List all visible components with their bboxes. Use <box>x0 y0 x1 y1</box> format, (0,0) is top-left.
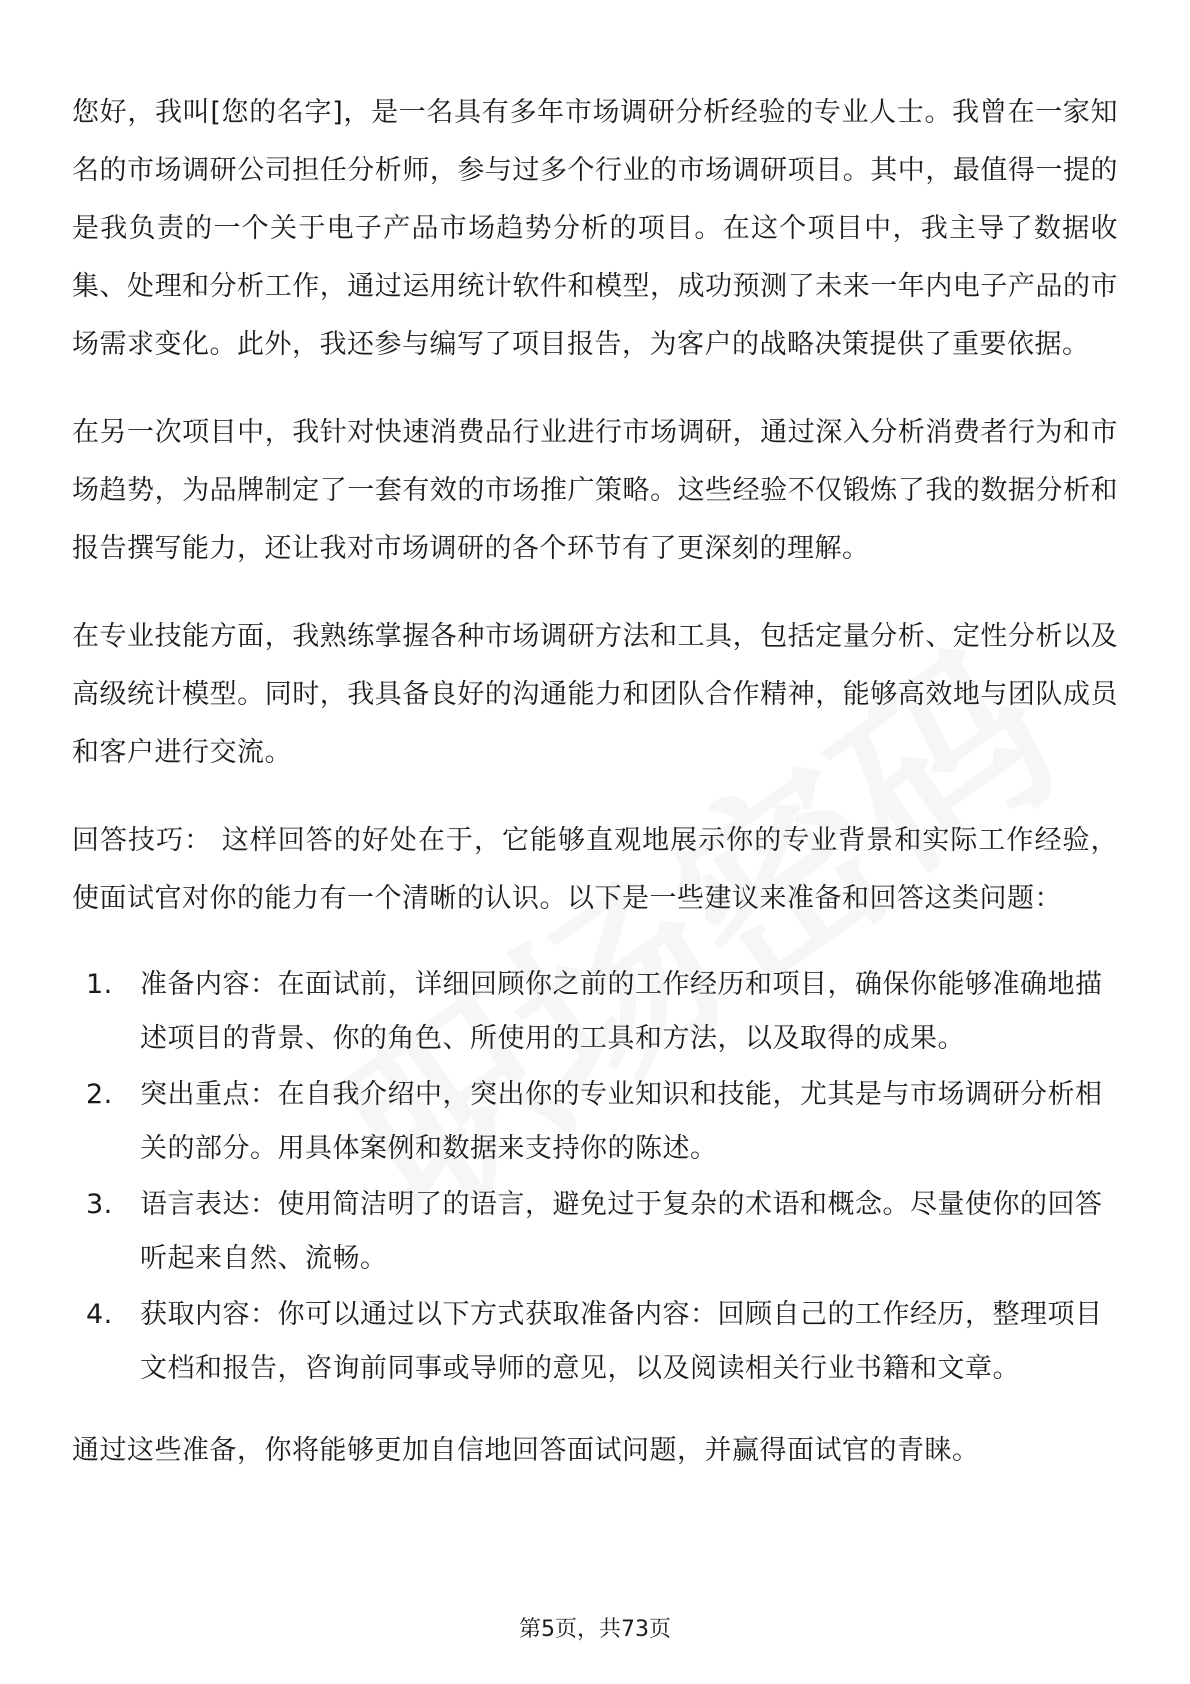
list-item <box>86 1288 1118 1396</box>
list-item-text: 获取内容：你可以通过以下方式获取准备内容：回顾自己的工作经历，整理项目文档和报告，咨询前同事或导师的意见，以及阅读相关行业书籍和文章。 <box>140 1299 1103 1384</box>
page-number: 第5页，共73页 <box>519 1617 671 1642</box>
paragraph-second-project: 在另一次项目中，我针对快速消费品行业进行市场调研，通过深入分析消费者行为和市场趋势，为品牌制定了一套有效的市场推广策略。这些经验不仅锻炼了我的数据分析和报告撰写能力，还让我对市场调研的各个环节有了更深刻的理解。 <box>72 417 1118 564</box>
list-item-text: 准备内容：在面试前，详细回顾你之前的工作经历和项目，确保你能够准确地描述项目的背景、你的角色、所使用的工具和方法，以及取得的成果。 <box>140 969 1103 1054</box>
list-item <box>86 958 1118 1066</box>
paragraph-tips: 回答技巧： 这样回答的好处在于，它能够直观地展示你的专业背景和实际工作经验，使面试官对你的能力有一个清晰的认识。以下是一些建议来准备和回答这类问题： <box>72 825 1118 914</box>
list-item <box>86 1178 1118 1286</box>
list-number: 2. <box>86 1079 113 1110</box>
list-number: 1. <box>86 969 113 1000</box>
tips-list <box>72 958 1118 1396</box>
paragraph-intro: 您好，我叫[您的名字]，是一名具有多年市场调研分析经验的专业人士。我曾在一家知名的市场调研公司担任分析师，参与过多个行业的市场调研项目。其中，最值得一提的是我负责的一个关于电子产品市场趋势分析的项目。在这个项目中，我主导了数据收集、处理和分析工作，通过运用统计软件和模型，成功预测了未来一年内电子产品的市场需求变化。此外，我还参与编写了项目报告，为客户的战略决策提供了重要依据。 <box>72 97 1118 360</box>
list-item <box>86 1068 1118 1176</box>
list-number: 3. <box>86 1189 113 1220</box>
list-number: 4. <box>86 1299 113 1330</box>
document-body <box>72 84 1118 1510</box>
paragraph-closing: 通过这些准备，你将能够更加自信地回答面试问题，并赢得面试官的青睐。 <box>72 1435 980 1466</box>
paragraph-skills: 在专业技能方面，我熟练掌握各种市场调研方法和工具，包括定量分析、定性分析以及高级统计模型。同时，我具备良好的沟通能力和团队合作精神，能够高效地与团队成员和客户进行交流。 <box>72 621 1118 768</box>
list-item-text: 语言表达：使用简洁明了的语言，避免过于复杂的术语和概念。尽量使你的回答听起来自然、流畅。 <box>140 1189 1103 1274</box>
list-item-text: 突出重点：在自我介绍中，突出你的专业知识和技能，尤其是与市场调研分析相关的部分。用具体案例和数据来支持你的陈述。 <box>140 1079 1103 1164</box>
